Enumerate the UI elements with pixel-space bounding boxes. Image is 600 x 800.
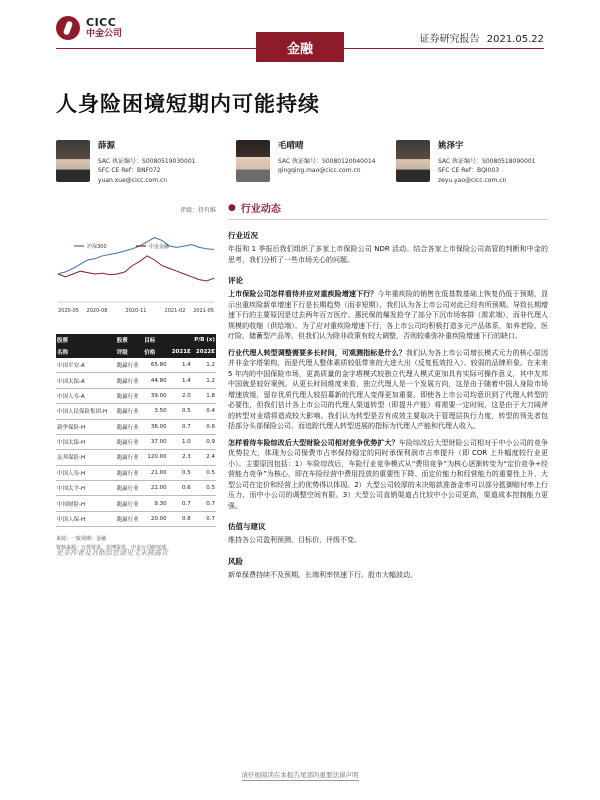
table-cell: 跑赢行业 — [116, 373, 144, 388]
brand-en: CICC — [86, 16, 117, 29]
report-meta — [416, 30, 544, 45]
heading-review: 评论 — [228, 276, 243, 285]
brand-cn: 中金公司 — [86, 29, 123, 39]
table-cell: 65.80 — [143, 358, 167, 373]
author-email[interactable]: qingqing.mao@cicc.com.cn — [278, 167, 361, 175]
table-header: 股票 — [116, 338, 128, 344]
table-cell: 2.0 — [168, 388, 192, 403]
table-cell: 0.7 — [168, 419, 192, 434]
author-name: 毛晴晴 — [278, 141, 304, 151]
x-tick-label: 2020-11 — [125, 308, 147, 314]
table-cell: 1.4 — [168, 358, 192, 373]
table-cell: 0.6 — [192, 419, 216, 434]
heading-estimates: 估值与建议 — [228, 522, 266, 531]
series-line — [58, 256, 214, 281]
table-cell: 中国太保-A — [56, 373, 116, 388]
legend-label: 中金金融 — [149, 244, 170, 250]
table-cell: 中国人保-H — [56, 511, 116, 526]
x-tick-label: 2020-05 — [58, 308, 79, 314]
table-cell: 中国人民保险集团-H — [56, 404, 116, 419]
table-note: 资料来源：万得资讯、彭博资讯、中金公司研究部 — [56, 544, 167, 551]
x-tick-label: 2021-02 — [164, 308, 186, 314]
table-cell: 0.5 — [168, 465, 192, 480]
bullet-icon: ● — [228, 202, 236, 213]
table-header: 2021E — [171, 349, 191, 355]
sector-tab: 金融 — [256, 32, 344, 62]
author-card — [236, 140, 375, 182]
table-cell: 跑赢行业 — [116, 481, 144, 496]
table-row — [56, 511, 216, 526]
valuation-table — [56, 334, 216, 527]
table-cell: 中国太平-H — [56, 481, 116, 496]
table-cell: 0.5 — [192, 465, 216, 480]
table-cell: 跑赢行业 — [116, 434, 144, 449]
more-authors-note: 更多作者及其他信息请见文末披露页 — [56, 549, 168, 557]
table-row — [56, 358, 216, 373]
cicc-logo — [56, 16, 122, 40]
performance-chart — [56, 228, 216, 316]
performance-chart-svg — [56, 228, 216, 316]
table-cell: 中国人寿-H — [56, 465, 116, 480]
table-row — [56, 404, 216, 419]
paragraph-2 — [228, 348, 548, 432]
paragraph-1-body: 今年重疾险的销售在低基数基础上恢复仍低于预期，显示出重疾险新单增速下行是长期趋势（而非短期），我们认为各上市公司对此已经有所预期。导致长期增速下行的主要原因是过去两年百万医疗、惠民保的爆发抢夺了部分下沉市场客群（需求端），而非代理人规模的收缩（供给端）。为了应对重疾险增速下行，各上市公司均积极打造多元产品体系，如养老险、医疗险、储蓄型产品等。但我们认为除非政策有较大调整，否则较难弥补重疾险增速下行的缺口。 — [228, 290, 549, 340]
table-cell: 跑赢行业 — [116, 419, 144, 434]
table-row — [56, 434, 216, 449]
table-cell: 1.2 — [192, 358, 216, 373]
author-card — [56, 140, 195, 185]
x-tick-label: 2020-08 — [86, 308, 108, 314]
footer-link[interactable]: 请仔细阅读在本报告尾部的重要法律声明 — [241, 771, 359, 779]
table-cell: 中国财险-H — [56, 496, 116, 511]
table-cell: 中国平安-A — [56, 358, 116, 373]
paragraph-3-lead: 怎样看待车险综改后大型财险公司相对竞争优势扩大？ — [228, 438, 399, 447]
table-cell: 3.50 — [143, 404, 167, 419]
table-cell: 20.00 — [143, 511, 167, 526]
paragraph-3-body: 车险综改后大型财险公司相对于中小公司的竞争优势拉大，体现为公司保费市占率保持稳定的同时承保利润市占率提升（即 COR 上升幅度较行业更小）。主要原因包括：1）车险综改后，车险行业竞争模式从“费用竞争”为核心逐渐转变为“定价竞争+经营能力竞争”为核心，即在车险经营中费用投放的重要性下降、而定价能力和经营能力的重要性上升，大型公司在定价和经营上的优势得以体现。2）大型公司较厚的未决赔款准备金率可以部分抵御赔付率上行压力，而中小公司的调整空间有限。3）大型公司直销渠道占比较中小公司更高，渠道成本控制能力更强。 — [228, 438, 549, 510]
table-cell: 跑赢行业 — [116, 465, 144, 480]
table-row — [56, 388, 216, 403]
table-cell: 37.00 — [143, 434, 167, 449]
table-cell: 2.4 — [192, 450, 216, 465]
paragraph-recent: 年报和 1 季报后我们组织了多家上市保险公司 NDR 活动。结合各家上市保险公司高管的判断和中金的思考，我们分析了一些市场关心的问题。 — [228, 245, 548, 264]
left-sidebar — [56, 200, 216, 552]
table-row — [56, 419, 216, 434]
table-row — [56, 373, 216, 388]
author-avatar — [56, 140, 90, 182]
author-sac: SAC 执证编号：S0080120040014 — [278, 157, 376, 165]
table-header: 2022E — [195, 349, 215, 355]
main-content — [228, 200, 548, 580]
table-header: 股票 — [57, 338, 69, 344]
table-cell: 44.80 — [143, 373, 167, 388]
report-date: 2021.05.22 — [486, 34, 544, 45]
table-header-row — [56, 346, 216, 358]
paragraph-risk: 新单保费持续不及预期。长端利率快速下行。股市大幅波动。 — [228, 570, 417, 579]
author-sfc: SFC CE Ref：BQI003 — [438, 167, 500, 175]
table-cell: 中国太保-H — [56, 434, 116, 449]
table-cell: 0.7 — [192, 511, 216, 526]
page-title: 人身险困境短期内可能持续 — [56, 92, 320, 116]
table-cell: 0.9 — [192, 434, 216, 449]
paragraph-3 — [228, 438, 548, 512]
table-cell: 0.6 — [168, 481, 192, 496]
table-row — [56, 496, 216, 511]
author-name: 薛源 — [98, 141, 116, 151]
table-cell: 21.00 — [143, 465, 167, 480]
table-cell: 0.5 — [168, 404, 192, 419]
author-email[interactable]: yuan.xue@cicc.com.cn — [98, 176, 168, 184]
table-header: P/B (x) — [194, 337, 215, 343]
table-cell: 中国人寿-A — [56, 388, 116, 403]
x-tick-label: 2021-05 — [193, 308, 214, 314]
table-cell: 0.7 — [168, 496, 192, 511]
table-cell: 0.5 — [192, 481, 216, 496]
author-avatar — [236, 140, 270, 182]
cicc-logo-icon — [56, 16, 80, 40]
table-cell: 友邦保险-H — [56, 450, 116, 465]
table-header: 价格 — [144, 350, 156, 356]
table-header-row — [56, 334, 216, 346]
author-sac: SAC 执证编号：S0080519030001 — [98, 157, 196, 165]
table-row — [56, 450, 216, 465]
table-cell: 39.00 — [143, 388, 167, 403]
section-rule — [228, 219, 548, 220]
section-header — [228, 200, 548, 215]
table-cell: 0.4 — [192, 404, 216, 419]
section-title: 行业动态 — [240, 204, 281, 215]
table-cell: 120.00 — [143, 450, 167, 465]
table-cell: 1.4 — [168, 373, 192, 388]
table-header: 目标 — [144, 338, 156, 344]
table-cell: 跑赢行业 — [116, 388, 144, 403]
author-name: 姚泽宇 — [438, 141, 464, 151]
table-cell: 跑赢行业 — [116, 450, 144, 465]
heading-recent: 行业近况 — [228, 231, 258, 240]
table-cell: 新华保险-H — [56, 419, 116, 434]
table-cell: 0.7 — [192, 496, 216, 511]
table-row — [56, 465, 216, 480]
table-cell: 0.8 — [168, 511, 192, 526]
table-header: 评级 — [116, 350, 128, 356]
heading-risk: 风险 — [228, 556, 243, 566]
paragraph-1 — [228, 289, 548, 342]
table-header: 名称 — [57, 350, 69, 356]
table-cell: 1.8 — [192, 388, 216, 403]
table-cell: 1.0 — [168, 434, 192, 449]
paragraph-2-body: 我们认为各上市公司增长模式元力的核心原因并非金字塔架构，而是代理人整体素质较低带来的大进大出（反复低效投入）、较弱的品牌形象。在未来 5 年内的中国保险市场，更高质量的金字塔模式较独立代理人模式更加具有实际可操作意义，其中友邦中国就是较好案例。从更长时间维度来看，独立代理人是一个发展方向，这是由于随着中国人身险市场增速放缓，留存优质代理人较招募新的代理人变得更加重要。即使各上市公司均意识到了代理人转型的必要性，但我们估计各上市公司的代理人渠道转型（即提升产能）将需要一定时间，这是由于大刀阔斧的转型对业绩将造成较大影响。我们认为转型是否有成效主要取决于管理层执行力度，转型的领先者包括部分头部保险公司。而追踪代理人转型进展的指标为代理人产能和代理人收入。 — [228, 348, 549, 430]
table-cell: 2.3 — [168, 450, 192, 465]
author-email[interactable]: zeyu.yao@cicc.com.cn — [438, 176, 507, 184]
table-cell: 跑赢行业 — [116, 496, 144, 511]
series-line — [58, 238, 214, 274]
report-type: 证券研究报告 — [419, 34, 480, 45]
legend-label: 沪深300 — [87, 244, 107, 250]
author-sac: SAC 执证编号：S0080518090001 — [438, 157, 536, 165]
table-note: 来源：一致预期：金融 — [56, 536, 107, 543]
table-cell: 跑赢行业 — [116, 358, 144, 373]
footer-disclaimer — [0, 770, 600, 779]
rating-note: 评级：持有维 — [179, 207, 216, 214]
paragraph-2-lead: 行业代理人转型调整需要多长时间，可观测指标是什么？ — [228, 348, 406, 357]
table-cell: 跑赢行业 — [116, 404, 144, 419]
table-cell: 1.2 — [192, 373, 216, 388]
table-cell: 36.00 — [143, 419, 167, 434]
table-cell: 跑赢行业 — [116, 511, 144, 526]
author-avatar — [396, 140, 430, 182]
author-sfc: SFC CE Ref：BNF072 — [98, 167, 161, 175]
paragraph-1-lead: 上市保险公司怎样看待并应对重疾险增速下行？ — [228, 290, 378, 298]
table-cell: 9.30 — [143, 496, 167, 511]
author-card — [396, 140, 535, 185]
table-row — [56, 481, 216, 496]
table-cell: 22.00 — [143, 481, 167, 496]
paragraph-estimates: 维持各公司盈利预测、目标价、评级不变。 — [228, 536, 361, 544]
